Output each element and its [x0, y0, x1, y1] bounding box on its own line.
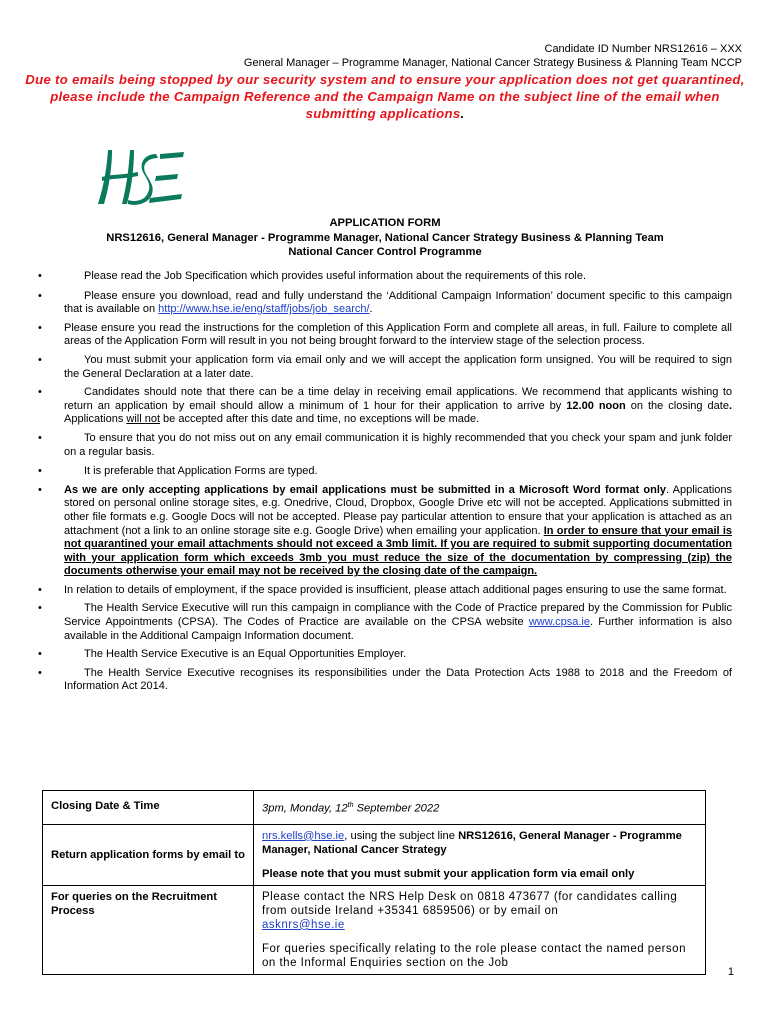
list-item: • As we are only accepting applications by email applications must be submitted in a Microsoft Word format only. Applications stored on personal online storage sites, e.g. Onedrive, Cloud, Dropbox, Google Drive etc will not be accepted. Applications submitted in other file formats e.g. Google Docs will not be accepted. Please pay particular attention to ensure that your application is attached as an attachment (not a link to an online storage site e.g. Google Drive) when emailing your application. In order to ensure that your email is not quarantined your email attachments should not exceed a 3mb limit. If you are required to submit supporting documentation with your application form which exceeds 3mb you must reduce the size of the documentation by compressing (zip) the documents otherwise your email may not be received by the closing date of the campaign.	[38, 483, 732, 578]
email-warning-notice	[20, 71, 750, 122]
table-row	[43, 791, 706, 825]
closing-date-value: 3pm, Monday, 12th September 2022	[254, 791, 706, 825]
list-item: • Candidates should note that there can be a time delay in receiving email applications. We recommend that applicants wishing to return an application by email should allow a minimum of 1 hour for their application to arrive by 12.00 noon on the closing date. Applications will not be accepted after this date and time, no exceptions will be made.	[38, 386, 732, 426]
hse-logo	[94, 144, 186, 210]
list-item: • You must submit your application form via email only and we will accept the application form unsigned. You will be required to sign the General Declaration at a later date.	[38, 353, 732, 380]
email-only-note: Please note that you must submit your application form via email only	[262, 867, 635, 880]
list-item: • The Health Service Executive recognises its responsibilities under the Data Protection Acts 1988 to 2018 and the Freedom of Information Act 2014.	[38, 666, 732, 693]
job-search-link[interactable]: http://www.hse.ie/eng/staff/jobs/job_search/	[158, 303, 370, 316]
list-item: • The Health Service Executive is an Equal Opportunities Employer.	[38, 648, 407, 661]
bullet-icon: •	[38, 431, 42, 444]
instructions-list	[38, 270, 732, 694]
form-title-block	[20, 216, 750, 260]
list-item: • Please ensure you download, read and fully understand the ‘Additional Campaign Information’ document specific to this campaign that is available on http://www.hse.ie/eng/staff/jobs/job_search/.	[38, 289, 732, 316]
bullet-icon: •	[38, 353, 42, 366]
application-info-table	[42, 790, 706, 975]
bullet-icon: •	[38, 270, 42, 282]
role-queries-text: For queries specifically relating to the role please contact the named person on the Informal Enquiries section on the Job	[262, 942, 686, 969]
list-item: • Please ensure you read the instructions for the completion of this Application Form and complete all areas, in full. Failure to complete all areas of the Application Form will result in you not being brought forward to the interview stage of the selection process.	[38, 321, 732, 348]
bullet-icon: •	[38, 583, 42, 596]
bullet-icon: •	[38, 483, 42, 496]
form-title: APPLICATION FORM	[329, 217, 441, 229]
role-header-line: General Manager – Programme Manager, National Cancer Strategy Business & Planning Team NCCP	[243, 57, 742, 69]
bullet-icon: •	[38, 386, 42, 399]
bullet-icon: •	[38, 465, 42, 478]
bullet-icon: •	[38, 666, 42, 679]
bullet-icon: •	[38, 602, 42, 615]
list-item: • The Health Service Executive will run this campaign in compliance with the Code of Practice prepared by the Commission for Public Service Appointments (CPSA). The Codes of Practice are available on the CPSA website www.cpsa.ie. Further information is also available in the Additional Campaign Information document.	[38, 602, 732, 642]
cpsa-link[interactable]: www.cpsa.ie	[528, 616, 590, 629]
asknrs-email-link[interactable]: asknrs@hse.ie	[262, 918, 345, 931]
closing-date-label: Closing Date & Time	[43, 791, 254, 825]
bullet-icon: •	[38, 648, 42, 661]
return-forms-label: Return application forms by email to	[43, 824, 254, 885]
table-row	[43, 885, 706, 974]
return-forms-value: nrs.kells@hse.ie, using the subject line NRS12616, General Manager - Programme Manager, National Cancer Strategy Please note that you must submit your application form via email only	[254, 824, 706, 885]
programme-title: National Cancer Control Programme	[288, 246, 482, 258]
bullet-icon: •	[38, 321, 42, 334]
list-item: • Please read the Job Specification which provides useful information about the requirements of this role.	[38, 270, 587, 282]
queries-label: For queries on the Recruitment Process	[43, 885, 254, 974]
candidate-id-line: Candidate ID Number NRS12616 – XXX	[544, 43, 742, 55]
list-item: • In relation to details of employment, if the space provided is insufficient, please attach additional pages ensuring to use the same format.	[38, 583, 727, 596]
nrs-kells-email-link[interactable]: nrs.kells@hse.ie	[262, 829, 345, 842]
email-warning-end: .	[460, 106, 465, 121]
queries-value: Please contact the NRS Help Desk on 0818 473677 (for candidates calling from outside Ireland +35341 6859506) or by email on asknrs@hse.ie For queries specifically relating to the role please contact the named person on the Informal Enquiries section on the Job	[254, 885, 706, 974]
list-item: • To ensure that you do not miss out on any email communication it is highly recommended that you check your spam and junk folder on a regular basis.	[38, 431, 732, 458]
table-row	[43, 824, 706, 885]
page-number: 1	[727, 966, 734, 978]
list-item: • It is preferable that Application Forms are typed.	[38, 465, 318, 478]
bullet-icon: •	[38, 289, 42, 302]
campaign-title: NRS12616, General Manager - Programme Manager, National Cancer Strategy Business & Planning Team	[106, 231, 664, 244]
email-warning-text: Due to emails being stopped by our security system and to ensure your application does not get quarantined, please include the Campaign Reference and the Campaign Name on the subject line of the email when submitting applications	[25, 72, 745, 121]
